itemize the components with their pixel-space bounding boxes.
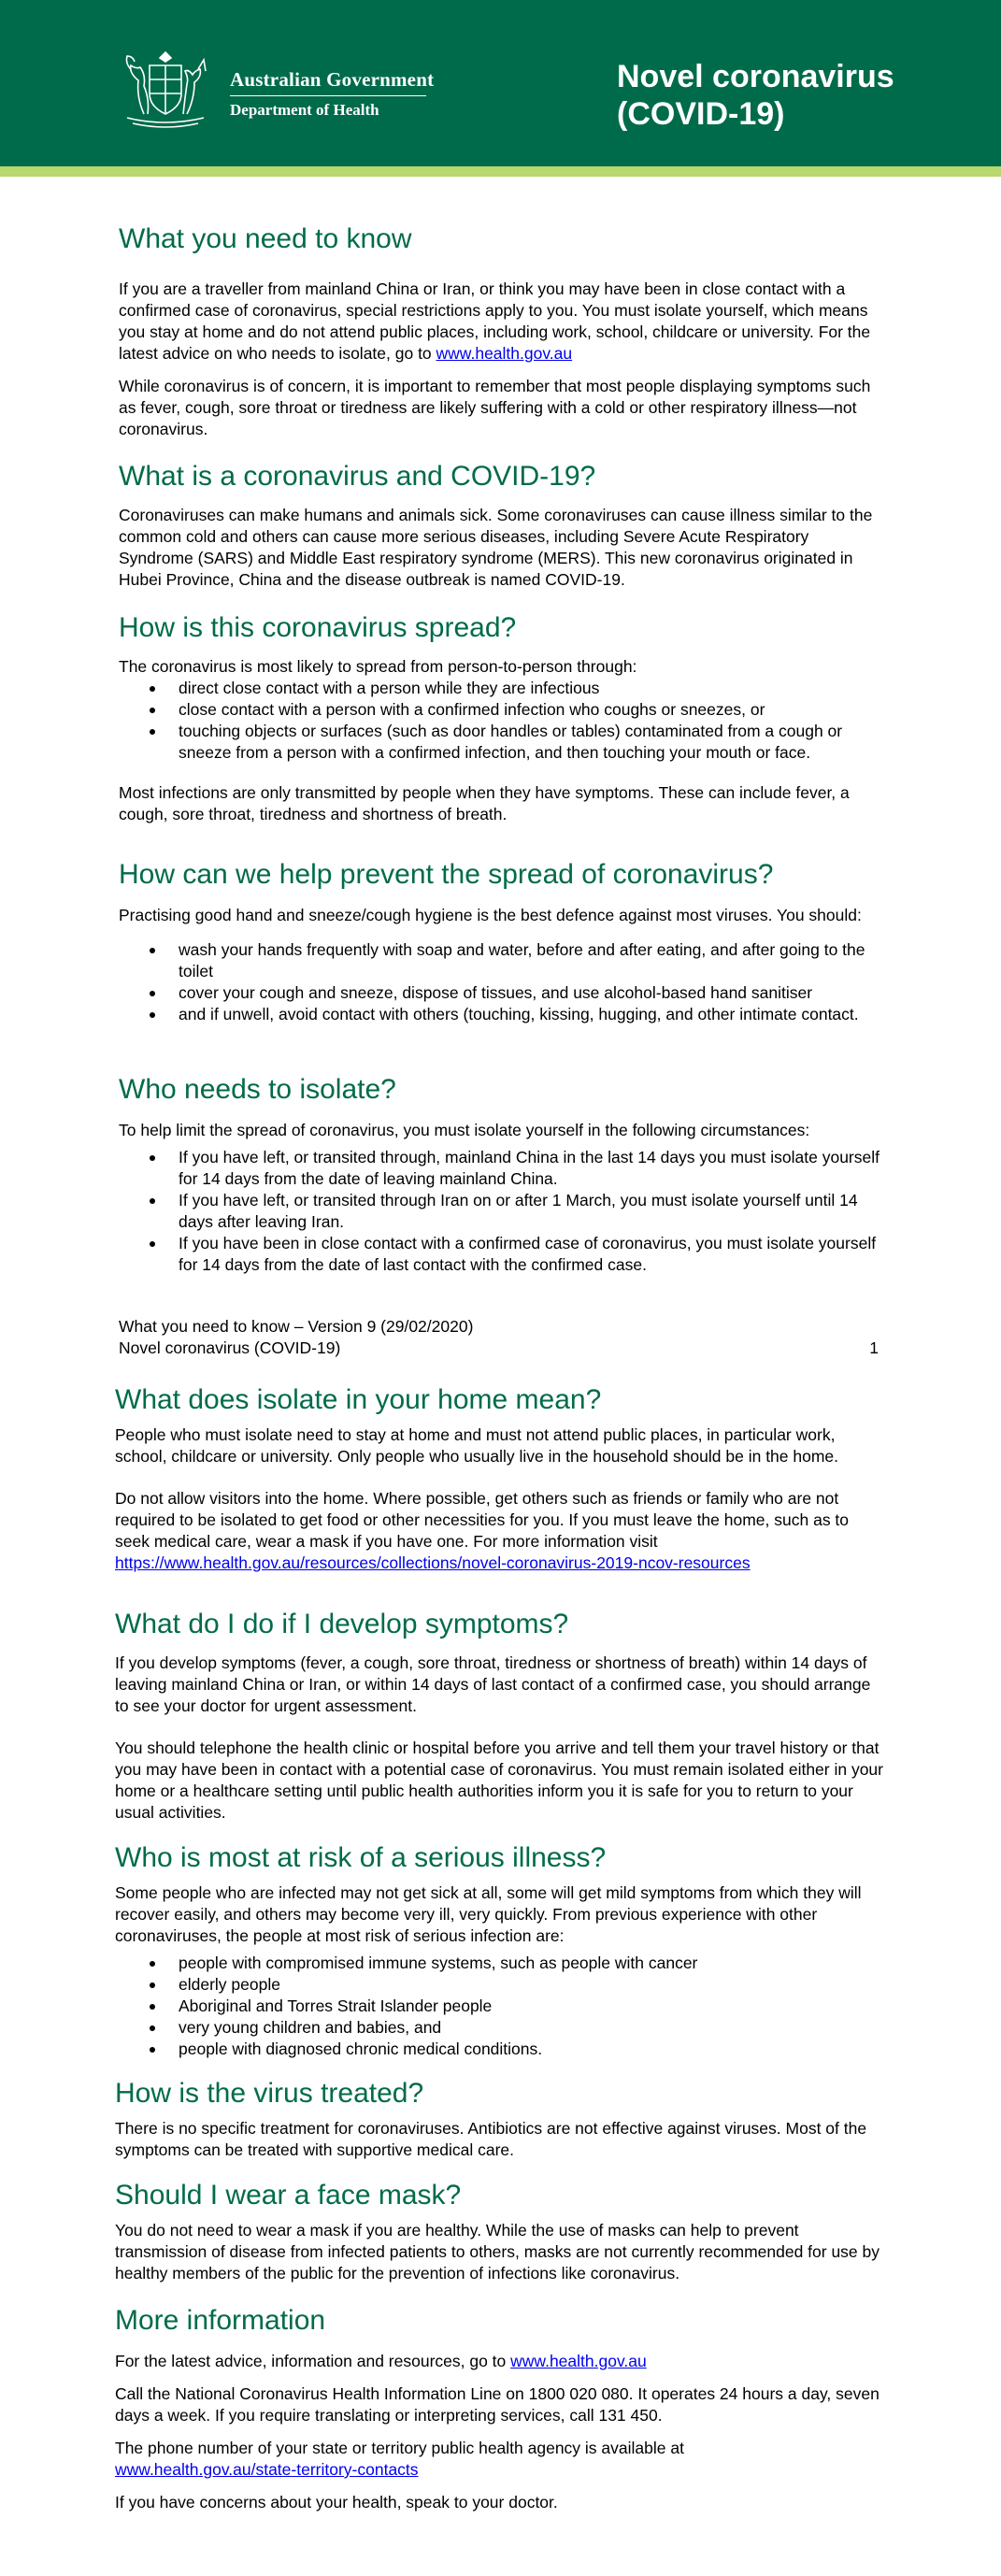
gov-divider: [230, 95, 426, 96]
paragraph: To help limit the spread of coronavirus, you must isolate yourself in the following circumstances:: [119, 1121, 810, 1139]
list-item: Aboriginal and Torres Strait Islander people: [119, 1996, 886, 2017]
section-face-mask: [115, 2179, 886, 2284]
section-heading: How is the virus treated?: [115, 2078, 424, 2109]
section-how-spread: [119, 611, 885, 825]
paragraph: The phone number of your state or territory public health agency is available at: [115, 2439, 684, 2457]
list-item: wash your hands frequently with soap and water, before and after eating, and after going to the toilet: [119, 939, 885, 982]
section-heading: What is a coronavirus and COVID-19?: [119, 461, 596, 492]
health-gov-link[interactable]: www.health.gov.au: [436, 344, 573, 363]
list-item: If you have left, or transited through Iran on or after 1 March, you must isolate yourself until 14 days after leaving Iran.: [119, 1190, 885, 1233]
paragraph: If you have concerns about your health, speak to your doctor.: [115, 2493, 558, 2512]
section-heading: How is this coronavirus spread?: [119, 612, 517, 643]
list-item: direct close contact with a person while they are infectious: [119, 678, 885, 699]
page-number: 1: [869, 1338, 879, 1357]
section-prevent-spread: [119, 858, 885, 1025]
footer-title: Novel coronavirus (COVID-19): [119, 1338, 341, 1357]
section-what-you-need-to-know: [119, 222, 885, 440]
list-item: If you have been in close contact with a confirmed case of coronavirus, you must isolate yourself for 14 days from the date of last contact with the confirmed case.: [119, 1233, 885, 1276]
footer-version: What you need to know – Version 9 (29/02/2020): [119, 1317, 474, 1336]
paragraph: [115, 1488, 886, 1574]
paragraph: You should telephone the health clinic or hospital before you arrive and tell them your travel history or that you may have been in contact with a potential case of coronavirus. You must remain isolated either in your home or a healthcare setting until public health authorities inform you it is safe for you to return to your usual activities.: [115, 1739, 883, 1822]
paragraph: There is no specific treatment for coronaviruses. Antibiotics are not effective against viruses. Most of the symptoms can be treated with supportive medical care.: [115, 2119, 867, 2159]
list-item: people with diagnosed chronic medical conditions.: [119, 2039, 886, 2060]
document-title-line2: (COVID-19): [617, 96, 785, 132]
header-banner: [0, 0, 1001, 166]
list-item: people with compromised immune systems, such as people with cancer: [119, 1953, 886, 1974]
section-who-isolate: [119, 1073, 885, 1276]
list-item: very young children and babies, and: [119, 2017, 886, 2039]
commonwealth-coat-of-arms-icon: [114, 49, 217, 129]
section-more-information: [115, 2304, 886, 2513]
page-footer: [119, 1316, 879, 1359]
paragraph: [119, 279, 885, 365]
health-gov-link[interactable]: www.health.gov.au: [510, 2352, 647, 2370]
list-item: touching objects or surfaces (such as door handles or tables) contaminated from a cough or sneeze from a person with a confirmed infection, and then touching your mouth or face.: [119, 721, 885, 764]
paragraph: [115, 2351, 886, 2372]
section-heading: What does isolate in your home mean?: [115, 1384, 602, 1415]
list-item: close contact with a person with a confirmed infection who coughs or sneezes, or: [119, 699, 885, 721]
bullet-list: [119, 1953, 886, 2060]
paragraph: Most infections are only transmitted by people when they have symptoms. These can include fever, a cough, sore throat, tiredness and shortness of breath.: [119, 783, 850, 823]
section-isolate-home: [115, 1383, 886, 1574]
section-most-at-risk: [115, 1841, 886, 2060]
list-item: elderly people: [119, 1974, 886, 1996]
paragraph: You do not need to wear a mask if you are healthy. While the use of masks can help to prevent transmission of disease from infected patients to others, masks are not currently recommended for use by healthy members of the public for the prevention of infections like coronavirus.: [115, 2221, 880, 2283]
list-item: If you have left, or transited through, mainland China in the last 14 days you must isolate yourself for 14 days from the date of leaving mainland China.: [119, 1147, 885, 1190]
section-heading: More information: [115, 2305, 326, 2336]
paragraph-text: If you are a traveller from mainland China or Iran, or think you may have been in close contact with a confirmed case of coronavirus, special restrictions apply to you. You must isolate yourself, which means you stay at home and do not attend public places, including work, school, childcare or university. For the latest advice on who needs to isolate, go to: [119, 279, 871, 363]
footer-title-row: [119, 1338, 879, 1359]
government-name: Australian Government: [230, 68, 435, 91]
header-accent-stripe: [0, 166, 1001, 177]
paragraph-text: Do not allow visitors into the home. Where possible, get others such as friends or family who are not required to be isolated to get food or other necessities for you. If you must leave the home, such as to seek medical care, wear a mask if you have one. For more information visit: [115, 1489, 850, 1551]
section-heading: Should I wear a face mask?: [115, 2180, 462, 2211]
paragraph: Call the National Coronavirus Health Information Line on 1800 020 080. It operates 24 hours a day, seven days a week. If you require translating or interpreting services, call 131 450.: [115, 2384, 879, 2425]
resources-link[interactable]: https://www.health.gov.au/resources/collections/novel-coronavirus-2019-ncov-resources: [115, 1553, 751, 1572]
section-heading: Who needs to isolate?: [119, 1074, 396, 1105]
section-virus-treated: [115, 2077, 886, 2161]
paragraph-text: For the latest advice, information and resources, go to: [115, 2352, 511, 2370]
state-contacts-link[interactable]: www.health.gov.au/state-territory-contacts: [115, 2460, 419, 2479]
section-develop-symptoms: [115, 1608, 886, 1824]
department-name: Department of Health: [230, 101, 379, 119]
list-item: and if unwell, avoid contact with others (touching, kissing, hugging, and other intimate contact.: [119, 1004, 885, 1025]
section-heading: What do I do if I develop symptoms?: [115, 1609, 569, 1639]
section-heading: What you need to know: [119, 223, 412, 254]
section-heading: How can we help prevent the spread of coronavirus?: [119, 859, 774, 890]
section-heading: Who is most at risk of a serious illness?: [115, 1842, 607, 1873]
paragraph: Coronaviruses can make humans and animals sick. Some coronaviruses can cause illness similar to the common cold and others can cause more serious diseases, including Severe Acute Respiratory Syndrome (SARS) and Middle East respiratory syndrome (MERS). This new coronavirus originated in Hubei Province, China and the disease outbreak is named COVID-19.: [119, 506, 873, 589]
bullet-list: [119, 939, 885, 1025]
section-what-is-coronavirus: [119, 460, 885, 591]
document-title-line1: Novel coronavirus: [617, 59, 894, 94]
paragraph: People who must isolate need to stay at home and must not attend public places, in particular work, school, childcare or university. Only people who usually live in the household should be in the home.: [115, 1425, 839, 1466]
paragraph: [115, 2459, 886, 2481]
document-title: [617, 58, 894, 133]
paragraph: The coronavirus is most likely to spread from person-to-person through:: [119, 657, 637, 676]
paragraph: Practising good hand and sneeze/cough hygiene is the best defence against most viruses. You should:: [119, 906, 862, 924]
bullet-list: [119, 678, 885, 764]
list-item: cover your cough and sneeze, dispose of tissues, and use alcohol-based hand sanitiser: [119, 982, 885, 1004]
bullet-list: [119, 1147, 885, 1276]
paragraph: While coronavirus is of concern, it is important to remember that most people displaying symptoms such as fever, cough, sore throat or tiredness are likely suffering with a cold or other respiratory illness—not coronavirus.: [119, 377, 871, 438]
paragraph: If you develop symptoms (fever, a cough, sore throat, tiredness or shortness of breath) within 14 days of leaving mainland China or Iran, or within 14 days of last contact of a confirmed case, you should arrange to see your doctor for urgent assessment.: [115, 1653, 871, 1715]
paragraph: Some people who are infected may not get sick at all, some will get mild symptoms from which they will recover easily, and others may become very ill, very quickly. From previous experience with other coronaviruses, the people at most risk of serious infection are:: [115, 1883, 862, 1945]
